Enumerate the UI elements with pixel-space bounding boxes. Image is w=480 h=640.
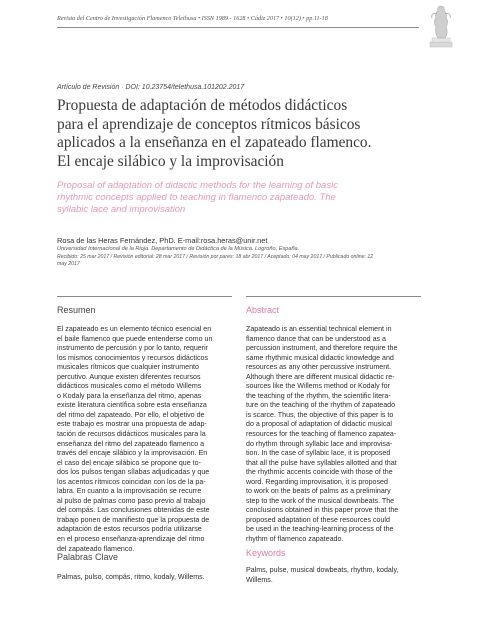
abstract-divider	[246, 296, 421, 297]
resumen-line: este trabajo es mostrar una propuesta de adap-	[57, 420, 207, 429]
dates-line-1: Recibido: 25 mar 2017 / Revisión editorial: 28 mar 2017 / Revisión por pares: 18 abr 2017 / Aceptado: 04 may 2017 / Publicado online: 12	[57, 254, 374, 260]
abstract-line: percussion instrument, and therefore require the	[246, 344, 398, 353]
resumen-body	[57, 325, 212, 554]
abstract-line: same rhythmic musical didactic knowledge and	[246, 353, 394, 362]
resumen-line: tación de recursos didácticos musicales para la	[57, 430, 206, 439]
resumen-line: dos los pulsos tengan sílabas adjudicadas y que	[57, 468, 210, 477]
english-title	[57, 180, 427, 216]
resumen-line: través del encaje silábico y la improvisación. En	[57, 449, 208, 458]
resumen-line: los mismos conocimientos y recursos didácticos	[57, 353, 208, 362]
dates-line	[57, 254, 417, 269]
resumen-line: musicales rítmicos que cualquier instrumento	[57, 363, 199, 372]
resumen-line: o Kodaly para la enseñanza del ritmo, apenas	[57, 391, 202, 400]
resumen-line: del zapateado flamenco.	[57, 544, 135, 553]
title-line: para el aprendizaje de conceptos rítmicos básicos	[57, 115, 361, 133]
abstract-line: be used in the teaching-learning process of the	[246, 525, 394, 534]
resumen-heading: Resumen	[57, 305, 96, 315]
keywords-en-line: Palms, pulse, musical dowbeats, rhythm, kodaly,	[246, 566, 399, 574]
abstract-line: the teaching of the rhythm, the scientific litera-	[246, 391, 391, 400]
abstract-line: rhythm of flamenco zapateado.	[246, 535, 344, 544]
abstract-line: conclusions obtained in this paper prove that the	[246, 506, 399, 515]
keywords-en-heading: Keywords	[246, 548, 286, 558]
keywords-en-line: Willems.	[246, 575, 273, 584]
journal-header: Revista del Centro de Investigación Flamenco Telethusa • ISSN 1989 - 1628 • Cádiz 2017 • 10(12) • pp.11-18	[57, 15, 328, 22]
author-line: Rosa de las Heras Fernández, PhD. E-mail:rosa.heras@unir.net	[57, 236, 268, 245]
keywords-es-line: Palmas, pulso, compás, ritmo, kodaly, Willems.	[57, 573, 205, 581]
resumen-line: en el proceso enseñanza-aprendizaje del ritmo	[57, 535, 205, 544]
resumen-line: del ritmo del zapateado. Por ello, el objetivo de	[57, 410, 205, 419]
resumen-line: enseñanza del ritmo del zapateado flamenco a	[57, 439, 205, 448]
header-divider	[57, 27, 419, 28]
resumen-line: del compás. Las conclusiones obtenidas de este	[57, 506, 210, 515]
abstract-line: do rhythm through syllabic lace and improvisa-	[246, 439, 393, 448]
abstract-line: resources as any other percussive instrument.	[246, 363, 392, 372]
abstract-line: Although there are different musical didactic re-	[246, 372, 395, 381]
resumen-line: el baile flamenco que puede entenderse como un	[57, 334, 213, 343]
resumen-line: los acentos rítmicos coincidan con los de la pa-	[57, 477, 206, 486]
abstract-line: is scarce. Thus, the objective of this paper is to	[246, 410, 394, 419]
affiliation-line: Universidad Internacional de la Rioja. Departamento de Didáctica de la Música. Logroño, España.	[57, 246, 300, 252]
title-line: Propuesta de adaptación de métodos didácticos	[57, 97, 348, 114]
abstract-heading: Abstract	[246, 305, 280, 315]
resumen-line: trabajo ponen de manifiesto que la propuesta de	[57, 515, 210, 524]
abstract-line: word. Regarding improvisation, it is proposed	[246, 477, 388, 486]
resumen-divider	[57, 296, 232, 297]
resumen-line: existe literatura científica sobre esta enseñanza	[57, 401, 207, 410]
abstract-line: ture on the teaching of the rhythm of zapateado	[246, 401, 396, 410]
abstract-line: sources like the Willems method or Kodaly for	[246, 382, 390, 391]
abstract-line: Zapateado is an essential technical element in	[246, 325, 392, 333]
article-title	[57, 97, 437, 171]
abstract-line: that all the pulse have syllables allotted and that	[246, 458, 397, 467]
article-type-doi: Artículo de Revisión · DOI: 10.23754/telethusa.101202.2017	[57, 84, 245, 91]
abstract-line: proposed adaptation of these resources could	[246, 515, 390, 524]
subtitle-line: syllabic lace and improvisation	[57, 204, 186, 215]
subtitle-line: Proposal of adaptation of didactic methods for the learning of basic	[57, 180, 338, 191]
abstract-line: resources for the teaching of flamenco zapatea-	[246, 430, 397, 439]
title-line: El encaje silábico y la improvisación	[57, 152, 284, 170]
abstract-line: flamenco dance that can be understood as a	[246, 334, 387, 343]
dates-line-2: may 2017	[57, 261, 80, 268]
title-line: aplicados a la enseñanza en el zapateado flamenco.	[57, 134, 372, 151]
abstract-line: step to the work of the musical downbeats. The	[246, 496, 395, 505]
resumen-line: labra. En cuanto a la improvisación se recurre	[57, 487, 202, 496]
abstract-line: do a proposal of adaptation of didactic musical	[246, 420, 392, 429]
abstract-line: tion. In the case of syllabic lace, it is proposed	[246, 449, 391, 458]
resumen-line: el caso del encaje silábico se propone que to-	[57, 458, 201, 467]
resumen-line: instrumento de percusión y por lo tanto, requerir	[57, 344, 209, 353]
keywords-es	[57, 573, 205, 583]
resumen-line: El zapateado es un elemento técnico esencial en	[57, 325, 212, 333]
abstract-line: to work on the beats of palms as a preliminary	[246, 487, 391, 496]
abstract-body	[246, 325, 398, 545]
subtitle-line: rhythmic concepts applied to teaching in flamenco zapateado. The	[57, 192, 336, 203]
abstract-line: the rhythmic accents coincide with those of the	[246, 468, 393, 477]
keywords-es-heading: Palabras Clave	[57, 552, 119, 562]
resumen-line: percutivo. Aunque existen diferentes recursos	[57, 372, 201, 381]
resumen-line: al pulso de palmas como paso previo al trabajo	[57, 496, 206, 505]
resumen-line: adaptación de estos recursos podría utilizarse	[57, 525, 202, 534]
keywords-en	[246, 566, 398, 585]
resumen-line: didácticos musicales como el método Willems	[57, 382, 202, 391]
journal-logo-figure-icon	[428, 2, 454, 48]
